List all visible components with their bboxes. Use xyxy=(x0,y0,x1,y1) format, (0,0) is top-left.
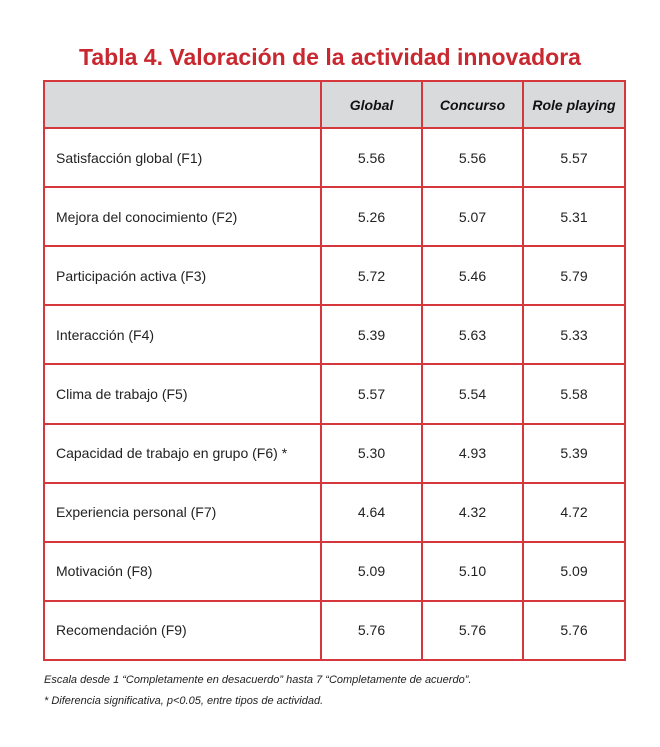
table-row xyxy=(44,364,625,423)
table-title: Tabla 4. Valoración de la actividad innovadora xyxy=(79,44,581,70)
cell-role-playing: 5.31 xyxy=(523,187,625,246)
row-label: Recomendación (F9) xyxy=(44,601,321,660)
cell-concurso: 5.56 xyxy=(422,128,523,187)
cell-concurso: 5.46 xyxy=(422,246,523,305)
header-row xyxy=(44,81,625,128)
row-label: Motivación (F8) xyxy=(44,542,321,601)
cell-global: 4.64 xyxy=(321,483,422,542)
cell-role-playing: 5.33 xyxy=(523,305,625,364)
cell-global: 5.76 xyxy=(321,601,422,660)
cell-global: 5.72 xyxy=(321,246,422,305)
cell-concurso: 4.32 xyxy=(422,483,523,542)
row-label: Experiencia personal (F7) xyxy=(44,483,321,542)
scale-note: Escala desde 1 “Completamente en desacuerdo” hasta 7 “Completamente de acuerdo”. xyxy=(44,674,472,686)
table-row xyxy=(44,483,625,542)
header-empty xyxy=(44,81,321,128)
table-row xyxy=(44,424,625,483)
cell-concurso: 5.76 xyxy=(422,601,523,660)
table-row xyxy=(44,128,625,187)
cell-global: 5.09 xyxy=(321,542,422,601)
row-label: Participación activa (F3) xyxy=(44,246,321,305)
row-label: Mejora del conocimiento (F2) xyxy=(44,187,321,246)
cell-global: 5.57 xyxy=(321,364,422,423)
table-row xyxy=(44,187,625,246)
header-role-playing: Role playing xyxy=(523,81,625,128)
table-notes xyxy=(44,670,644,712)
cell-concurso: 4.93 xyxy=(422,424,523,483)
table-row xyxy=(44,542,625,601)
cell-role-playing: 5.39 xyxy=(523,424,625,483)
cell-concurso: 5.10 xyxy=(422,542,523,601)
cell-global: 5.26 xyxy=(321,187,422,246)
cell-global: 5.39 xyxy=(321,305,422,364)
row-label: Satisfacción global (F1) xyxy=(44,128,321,187)
table-row xyxy=(44,601,625,660)
cell-role-playing: 5.58 xyxy=(523,364,625,423)
cell-concurso: 5.63 xyxy=(422,305,523,364)
cell-role-playing: 5.76 xyxy=(523,601,625,660)
table-row xyxy=(44,246,625,305)
significance-note: * Diferencia significativa, p<0.05, entre tipos de actividad. xyxy=(44,695,324,707)
cell-role-playing: 4.72 xyxy=(523,483,625,542)
cell-role-playing: 5.57 xyxy=(523,128,625,187)
data-table xyxy=(43,80,626,661)
cell-role-playing: 5.79 xyxy=(523,246,625,305)
cell-global: 5.30 xyxy=(321,424,422,483)
cell-concurso: 5.54 xyxy=(422,364,523,423)
header-global: Global xyxy=(321,81,422,128)
row-label: Clima de trabajo (F5) xyxy=(44,364,321,423)
cell-concurso: 5.07 xyxy=(422,187,523,246)
row-label: Capacidad de trabajo en grupo (F6) * xyxy=(44,424,321,483)
cell-role-playing: 5.09 xyxy=(523,542,625,601)
table-row xyxy=(44,305,625,364)
row-label: Interacción (F4) xyxy=(44,305,321,364)
header-concurso: Concurso xyxy=(422,81,523,128)
cell-global: 5.56 xyxy=(321,128,422,187)
